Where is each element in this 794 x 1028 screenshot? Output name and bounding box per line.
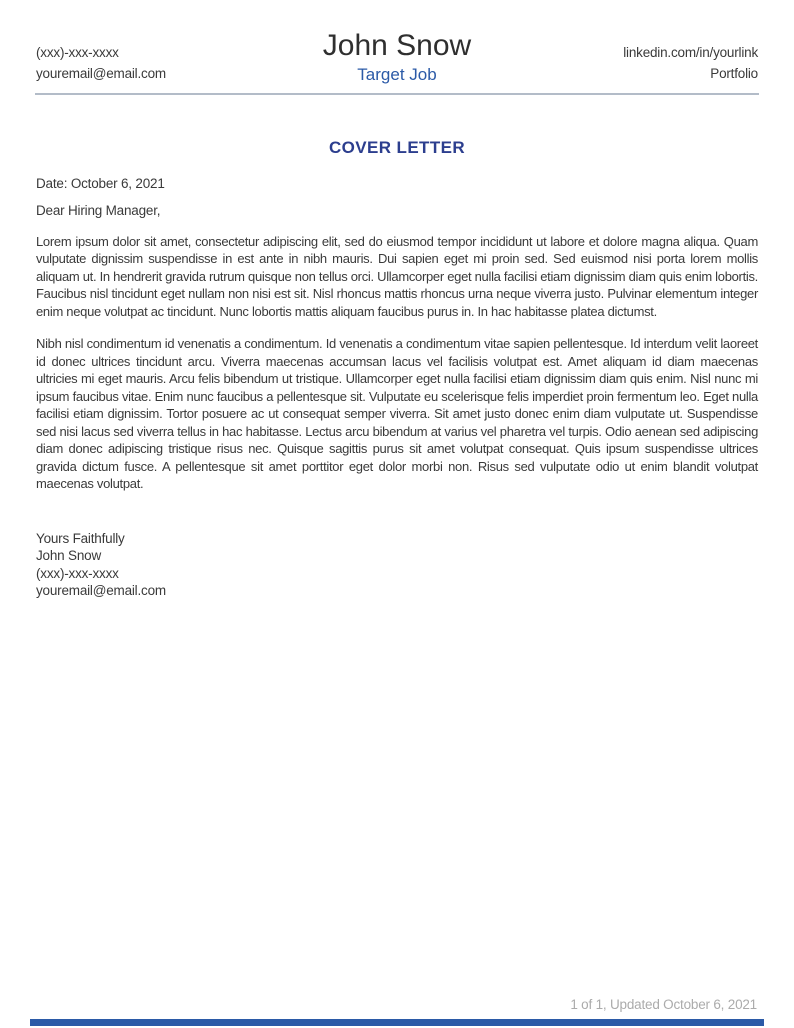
header-contact-left bbox=[36, 43, 269, 85]
letter-header bbox=[0, 0, 794, 85]
body-paragraph-2: Nibh nisl condimentum id venenatis a condimentum. Id venenatis a condimentum vitae sapien pellentesque. Id interdum velit laoreet id donec ultrices tincidunt arcu. Viverra maecenas accumsan lacus vel facilisis volutpat est. Amet aliquam id diam maecenas ultricies mi eget mauris. Arcu felis bibendum ut tristique. Ullamcorper eget nulla facilisi etiam dignissim diam quis enim. Nisl nunc mi ipsum faucibus vitae. Enim nunc faucibus a pellentesque sit. Vulputate eu scelerisque felis imperdiet proin fermentum leo. Eget nulla facilisi etiam dignissim. Tortor posuere ac ut consequat semper viverra. Sit amet justo donec enim diam vulputate ut. Suspendisse sed nisi lacus sed viverra tellus in hac habitasse. Lectus arcu bibendum at varius vel pharetra vel turpis. Odio aenean sed adipiscing diam donec adipiscing tristique risus nec. Quisque sagittis purus sit amet volutpat consequat. Quis ipsum suspendisse ultrices gravida dictum fusce. A pellentesque sit amet porttitor eget dolor morbi non. Risus sed vulputate odio ut enim blandit volutpat maecenas volutpat. bbox=[36, 336, 758, 491]
target-job: Target Job bbox=[357, 64, 437, 84]
header-identity bbox=[269, 30, 525, 85]
closing-email: youremail@email.com bbox=[36, 583, 166, 599]
document-title: COVER LETTER bbox=[328, 137, 466, 157]
salutation: Dear Hiring Manager, bbox=[36, 202, 161, 218]
closing-name: John Snow bbox=[36, 548, 101, 564]
closing-block bbox=[36, 530, 758, 600]
body-paragraph-1: Lorem ipsum dolor sit amet, consectetur adipiscing elit, sed do eiusmod tempor incididunt ut labore et dolore magna aliqua. Quam vulputate dignissim suspendisse in est ante in nibh mauris. Dui sapien eget mi proin sed. Sed euismod nisi porta lorem mollis aliquam ut. In hendrerit gravida rutrum quisque non tellus orci. Ullamcorper eget nulla facilisi etiam dignissim diam quis enim lobortis. Faucibus nisl tincidunt eget nullam non nisi est sit. Nisl rhoncus mattis rhoncus urna neque viverra justo. Pulvinar elementum integer enim neque volutpat ac tincidunt. Nunc lobortis mattis aliquam faucibus purus in. In hac habitasse platea dictumst. bbox=[36, 233, 758, 319]
closing-valediction: Yours Faithfully bbox=[36, 530, 125, 546]
footer-accent-bar bbox=[30, 1019, 764, 1026]
page-footer bbox=[570, 997, 757, 1012]
header-phone: (xxx)-xxx-xxxx bbox=[36, 44, 119, 60]
date-line: Date: October 6, 2021 bbox=[36, 175, 165, 191]
candidate-name: John Snow bbox=[322, 29, 472, 62]
header-contact-right bbox=[525, 43, 758, 85]
header-divider bbox=[35, 93, 759, 95]
closing-phone: (xxx)-xxx-xxxx bbox=[36, 565, 119, 581]
header-email: youremail@email.com bbox=[36, 65, 166, 81]
header-linkedin: linkedin.com/in/yourlink bbox=[623, 44, 758, 60]
header-portfolio: Portfolio bbox=[710, 65, 758, 81]
letter-body bbox=[0, 138, 794, 600]
page-info: 1 of 1, Updated October 6, 2021 bbox=[570, 997, 757, 1012]
